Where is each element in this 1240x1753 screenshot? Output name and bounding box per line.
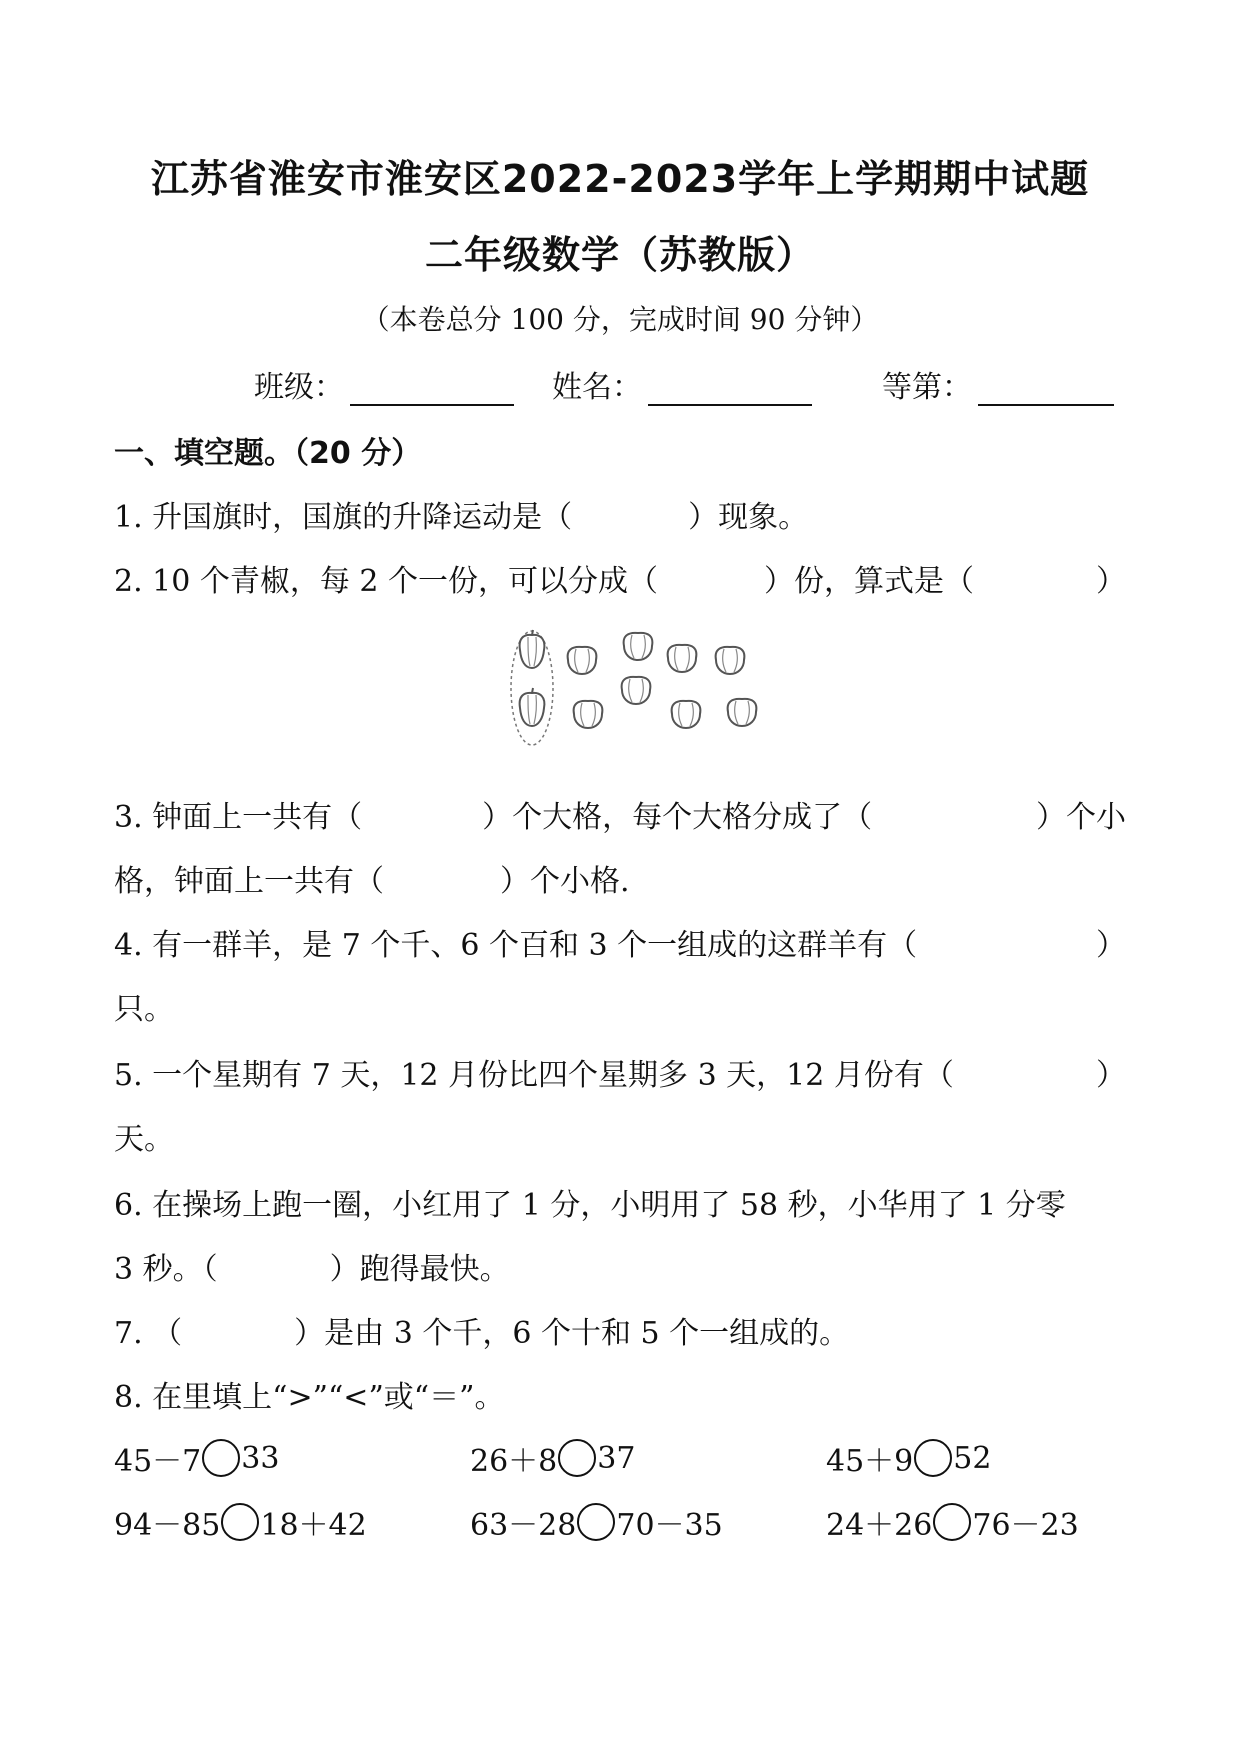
comparison-right: 76－23: [972, 1508, 1079, 1543]
question-5-line-2: 天。: [114, 1122, 174, 1157]
grade-field: [882, 362, 1114, 406]
q7-text-after: ）是由 3 个千，6 个十和 5 个一组成的。: [294, 1316, 850, 1351]
student-info-row: [0, 362, 1240, 406]
comparison-circle[interactable]: [914, 1439, 952, 1477]
q5-text: 5. 一个星期有 7 天，12 月份比四个星期多 3 天，12 月份有（: [114, 1058, 954, 1093]
comparison-item: [114, 1500, 367, 1544]
comparison-left: 45＋9: [826, 1444, 914, 1479]
page-subtitle: 二年级数学（苏教版）: [424, 233, 815, 277]
question-2: [114, 556, 1126, 600]
question-6-line-2: [114, 1244, 510, 1288]
comparison-left: 24＋26: [826, 1508, 933, 1543]
q4-close-paren: ）: [1096, 928, 1126, 963]
q2-text-middle: ）份，算式是（: [764, 564, 975, 599]
comparison-circle[interactable]: [202, 1439, 240, 1477]
comparison-item: [826, 1500, 1079, 1544]
comparison-left: 63－28: [470, 1508, 577, 1543]
question-5-line-1: [114, 1050, 1126, 1094]
question-4-line-1: [114, 920, 1126, 964]
pepper-icon: [622, 677, 651, 704]
q2-text-after: ）: [1096, 564, 1126, 599]
comparison-right: 18＋42: [260, 1508, 367, 1543]
grade-blank[interactable]: [978, 372, 1114, 406]
pepper-icons: [520, 630, 757, 728]
q3-text-c: ）个小: [1036, 800, 1126, 835]
q6-text-a: 3 秒。（: [114, 1252, 218, 1287]
pepper-icon: [520, 688, 545, 726]
q3-text-a: 3. 钟面上一共有（: [114, 800, 363, 835]
comparison-left: 94－85: [114, 1508, 221, 1543]
pepper-icon: [568, 647, 597, 674]
comparison-right: 70－35: [616, 1508, 723, 1543]
q3-text-e: ）个小格.: [500, 864, 630, 899]
comparison-left: 26＋8: [470, 1444, 558, 1479]
q7-text-before: 7. （: [114, 1316, 183, 1351]
q3-text-d: 格，钟面上一共有（: [114, 864, 384, 899]
q3-text-b: ）个大格，每个大格分成了（: [482, 800, 873, 835]
comparison-circle[interactable]: [577, 1503, 615, 1541]
name-field: [552, 362, 812, 406]
question-1: [114, 492, 808, 536]
question-8-prompt: 8. 在里填上“>”“<”或“＝”。: [114, 1380, 505, 1415]
name-blank[interactable]: [648, 372, 812, 406]
pepper-icon: [728, 699, 757, 726]
comparison-item: [470, 1500, 723, 1544]
class-blank[interactable]: [350, 372, 514, 406]
comparison-right: 37: [597, 1440, 636, 1476]
comparison-right: 33: [241, 1440, 280, 1476]
question-3-line-1: [114, 792, 1126, 836]
comparison-circle[interactable]: [558, 1439, 596, 1477]
comparison-item: [114, 1436, 279, 1480]
page-title: 江苏省淮安市淮安区2022-2023学年上学期期中试题: [150, 157, 1090, 201]
q1-text-after: ）现象。: [688, 500, 809, 535]
comparison-right: 52: [953, 1440, 992, 1476]
pepper-icon: [716, 647, 745, 674]
q6-text-b: ）跑得最快。: [329, 1252, 510, 1287]
pepper-icon: [668, 645, 697, 672]
class-field: [254, 362, 514, 406]
comparison-item: [826, 1436, 991, 1480]
pepper-icon: [672, 701, 701, 728]
exam-note: （本卷总分 100 分，完成时间 90 分钟）: [361, 303, 879, 336]
q2-text-before: 2. 10 个青椒，每 2 个一份，可以分成（: [114, 564, 659, 599]
comparison-circle[interactable]: [221, 1503, 259, 1541]
comparison-left: 45－7: [114, 1444, 202, 1479]
class-label: 班级：: [254, 370, 344, 405]
grade-label: 等第：: [882, 370, 972, 405]
q1-text-before: 1. 升国旗时，国旗的升降运动是（: [114, 500, 573, 535]
q5-close-paren: ）: [1096, 1058, 1126, 1093]
question-3-line-2: [114, 856, 630, 900]
question-7: [114, 1308, 849, 1352]
q4-text: 4. 有一群羊，是 7 个千、6 个百和 3 个一组成的这群羊有（: [114, 928, 918, 963]
pepper-icon: [624, 633, 653, 660]
question-4-line-2: 只。: [114, 992, 174, 1027]
section-heading: 一、填空题。（20 分）: [114, 436, 422, 471]
comparison-item: [470, 1436, 635, 1480]
pepper-icon: [520, 630, 545, 668]
comparison-circle[interactable]: [933, 1503, 971, 1541]
pepper-icon: [574, 701, 603, 728]
name-label: 姓名：: [552, 370, 642, 405]
green-peppers-illustration: [510, 628, 770, 746]
question-6-line-1: 6. 在操场上跑一圈，小红用了 1 分，小明用了 58 秒，小华用了 1 分零: [114, 1188, 1066, 1223]
